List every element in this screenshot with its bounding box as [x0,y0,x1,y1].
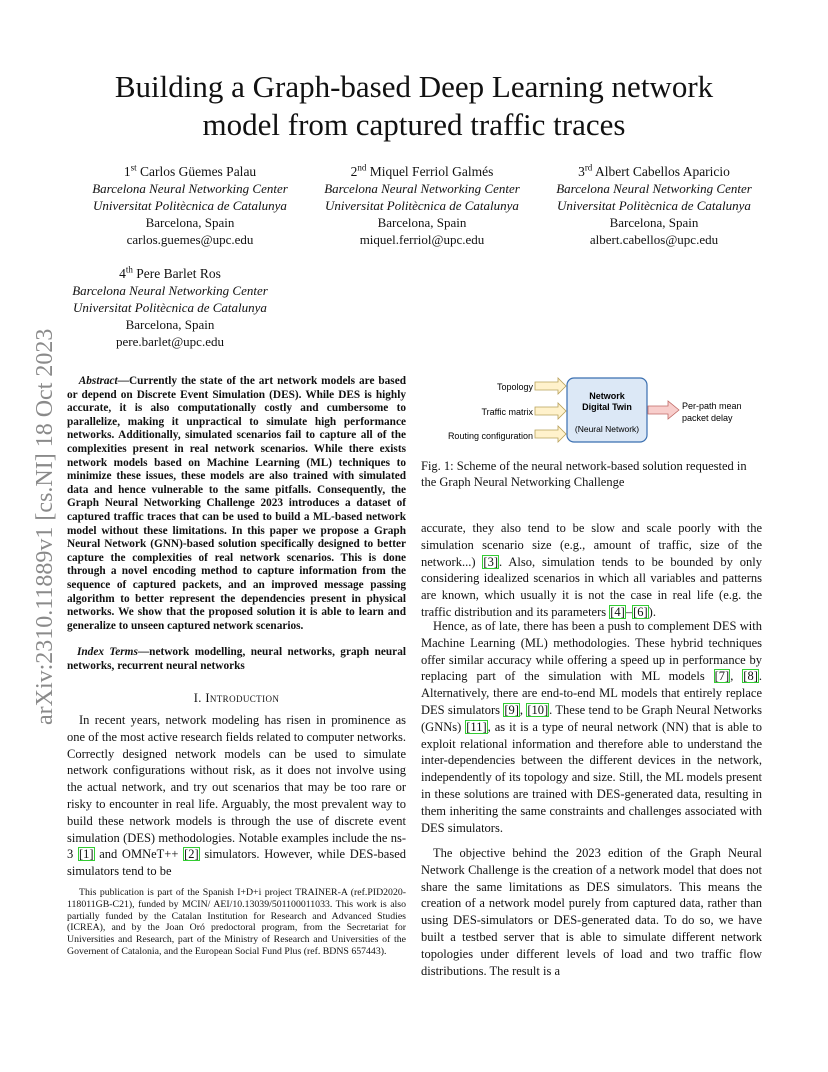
input-arrow-traffic-matrix [535,403,566,419]
author-university: Universitat Politècnica de Catalunya [73,300,267,315]
output-arrow [648,401,679,419]
title-line-1: Building a Graph-based Deep Learning network [114,69,714,104]
input-label-traffic-matrix: Traffic matrix [481,407,533,417]
author-email: carlos.guemes@upc.edu [126,232,254,247]
abstract-text: —Currently the state of the art network models are based or depend on Discrete Event Simulation (DES). While DES is highly accurate, it is also computationally costly and cumbersome to parallelize, making it unpractical to simulate high performance networks. Additionally, simulated scenarios fail to capture all of the complexities present in real network scenarios. While there exists network models based on Machine Learning (ML) techniques to minimize these issues, these models are also trained with simulated data and hence vulnerable to the same pitfalls. Consequently, the Graph Neural Networking Challenge 2023 introduces a dataset of captured traffic traces that can be used to build a ML-based network model without these limitations. In this paper we propose a Graph Neural Network (GNN)-based solution specifically designed to better capture the complexities of real network scenarios. This is done through a novel encoding method to capture information from the sequence of captured packets, and an improved message passing algorithm to better represent the dependencies present in physical networks. We show that the proposed solution it is able to learn and generalize to unseen captured network scenarios. [67,375,406,632]
box-label-neural-network: (Neural Network) [574,424,640,434]
author-email: miquel.ferriol@upc.edu [359,232,485,247]
author-email: pere.barlet@upc.edu [116,334,224,349]
right-paragraph-1: accurate, they also tend to be slow and scale poorly with the simulation scenario size (e.g., amount of traffic, size of the network...) [3]. Also, simulation tends to be bounded by only considering idealized scenarios in which all variables and patterns are known, which usually it is not the case in real life (e.g. the traffic distribution and its parameters [4]–[6]). [421,521,762,619]
footnote: This publication is part of the Spanish I+D+i project TRAINER-A (ref.PID2020-118011GB-C21), funded by MCIN/ AEI/10.13039/501100011033. This work is also partially funded by the Catalan Institution for Research and Advanced Studies (ICREA), and by the Joan Oró predoctoral program, from the Secretariat for Universities and Research, part of the Ministry of Research and Universities of the Governent of Catalonia, and the European Social Fund Plus (ref. BDNS 657443). [67,887,406,957]
citation-link[interactable]: [7] [714,669,730,684]
author-name: 1st Carlos Güemes Palau [123,162,257,179]
citation-link[interactable]: [4] [610,604,625,619]
box-label-network: Network [589,391,625,401]
author-affiliation: Barcelona Neural Networking Center [324,181,520,196]
author-name: 3rd Albert Cabellos Aparicio [578,162,730,179]
input-arrow-routing [535,426,566,442]
arxiv-stamp [10,305,70,725]
author-name: 2nd Miquel Ferriol Galmés [350,162,494,179]
author-city: Barcelona, Spain [609,215,699,230]
right-paragraph-3: The objective behind the 2023 edition of the Graph Neural Network Challenge is the creation of a network model that does not share the same limitations as DES simulators. This means the creation of a network model purely from captured data, rather than using DES-simulators or DES-generated data. To do so, we have built a testbed server that is able to simulate different network topologies under different levels of load and two traffic flow distributions. The result is a [421,846,762,978]
figure-caption: Fig. 1: Scheme of the neural network-based solution requested in the Graph Neural Networking Challenge [421,459,747,489]
title-line-2: model from captured traffic traces [202,107,626,142]
author-affiliation: Barcelona Neural Networking Center [72,283,268,298]
abstract-label: Abstract [78,375,118,387]
box-label-digital-twin: Digital Twin [582,402,632,412]
figure-diagram [430,368,760,448]
index-terms-label: Index Terms [77,646,138,658]
output-label-line1: Per-path mean [682,401,742,411]
author-university: Universitat Politècnica de Catalunya [325,198,519,213]
author-affiliation: Barcelona Neural Networking Center [92,181,288,196]
author-block-1 [80,163,300,248]
output-label-line2: packet delay [682,413,733,423]
author-city: Barcelona, Spain [145,215,235,230]
abstract [67,375,406,633]
author-affiliation: Barcelona Neural Networking Center [556,181,752,196]
author-block-2 [312,163,532,248]
author-name: 4th Pere Barlet Ros [119,264,221,281]
paper-title [0,68,828,144]
section-heading: I. Introduction [193,691,280,705]
author-block-4 [60,265,280,350]
citation-link[interactable]: [3] [483,554,498,569]
arxiv-stamp-text: arXiv:2310.11889v1 [cs.NI] 18 Oct 2023 [32,328,58,725]
citation-link[interactable]: [1] [78,847,94,862]
author-university: Universitat Politècnica de Catalunya [557,198,751,213]
citation-link[interactable]: [10] [527,702,549,717]
input-label-topology: Topology [496,382,533,392]
author-city: Barcelona, Spain [125,317,215,332]
input-arrow-topology [535,378,566,394]
author-city: Barcelona, Spain [377,215,467,230]
citation-link[interactable]: [2] [184,847,199,862]
right-paragraph-2: Hence, as of late, there has been a push to complement DES with Machine Learning (ML) methodologies. These hybrid techniques offer similar accuracy while offering a speed up in performance by replacing part of the simulation with ML models [7], [8]. Alternatively, there are end-to-end ML models that entirely replace DES simulators [9], [10]. These tend to be Graph Neural Networks (GNNs) [11], as it is a type of neural network (NN) that is able to exploit relational information and therefore able to understand the inter-dependencies between the different devices in the network, independently of its topology and size. Still, the ML models present in these solutions are trained with DES-generated data, resulting in them inheriting the same constraints and challenges associated with DES simulators. [421,619,762,835]
index-terms-text: —network modelling, neural networks, graph neural networks, recurrent neural networks [67,646,406,672]
input-label-routing: Routing configuration [447,431,533,441]
author-block-3 [544,163,764,248]
intro-paragraph: In recent years, network modeling has risen in prominence as one of the most active research fields related to computer networks. Correctly designed network models can be used to simulate network configurations without risk, as it does not involve using the actual network, and try out scenarios that may be too rare or risky to encounter in real life. Arguably, the most prevalent way to build these network models is through the use of discrete event simulation (DES) methodologies. Notable examples include the ns-3 [1] and OMNeT++ [2] simulators. However, while DES-based simulators tend to be [67,713,407,879]
citation-link[interactable]: [9] [504,702,519,717]
index-terms [67,646,406,673]
author-university: Universitat Politècnica de Catalunya [93,198,287,213]
citation-link[interactable]: [8] [743,669,758,684]
citation-link[interactable]: [6] [633,604,648,619]
citation-link[interactable]: [11] [466,719,487,734]
author-email: albert.cabellos@upc.edu [589,232,719,247]
